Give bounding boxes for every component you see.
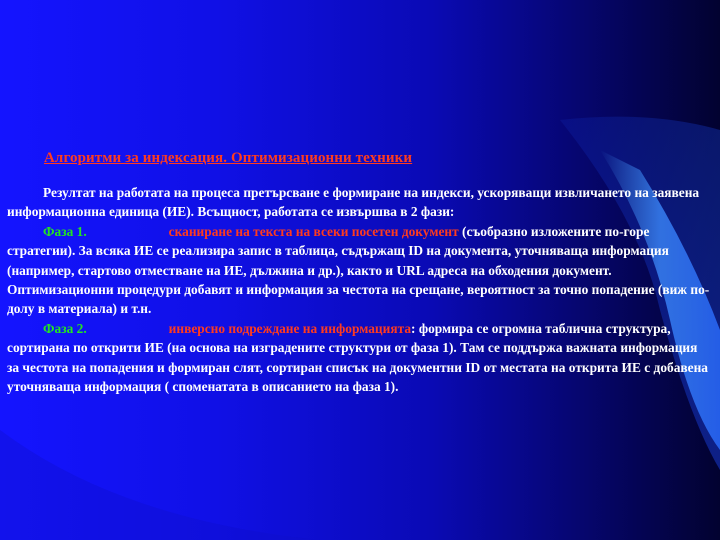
slide-body: [7, 183, 711, 396]
phase1-paragraph: [7, 222, 711, 319]
phase2-paragraph: [7, 319, 711, 397]
intro-paragraph: Резултат на работата на процеса претърсване е формиране на индекси, ускоряващи извличането на заявена информационна единица (ИЕ). Всъщност, работата се извършва в 2 фази:: [7, 185, 700, 220]
phase2-text: : формира се огромна таблична структура, сортирана по открити ИЕ (на основа на изградените структури от фаза 1). Там се поддържа важната информация за честота на попадения и формиран слят, сортиран списък на документни ID от местата на открита ИЕ с добавена уточняваща информация ( споменатата в описанието на фаза 1).: [7, 320, 708, 395]
slide-title: Алгоритми за индексация. Оптимизационни техники: [44, 150, 413, 166]
phase2-highlight: инверсно подреждане на информацията: [168, 320, 412, 336]
phase1-text: (съобразно изложените по-горе стратегии). За всяка ИЕ се реализира запис в таблица, съдържащ ID на документа, уточняваща информация (например, стартово отместване на ИЕ, дължина и др.), както и URL адреса на обходения документ. Оптимизационни процедури добавят и информация за честота на срещане, вероятност за точно попадение (виж по-долу в материала) и т.н.: [7, 223, 710, 317]
phase1-highlight: сканиране на текста на всеки посетен документ: [168, 223, 459, 239]
phase1-label: Фаза 1.: [43, 223, 87, 239]
phase2-label: Фаза 2.: [43, 320, 87, 336]
